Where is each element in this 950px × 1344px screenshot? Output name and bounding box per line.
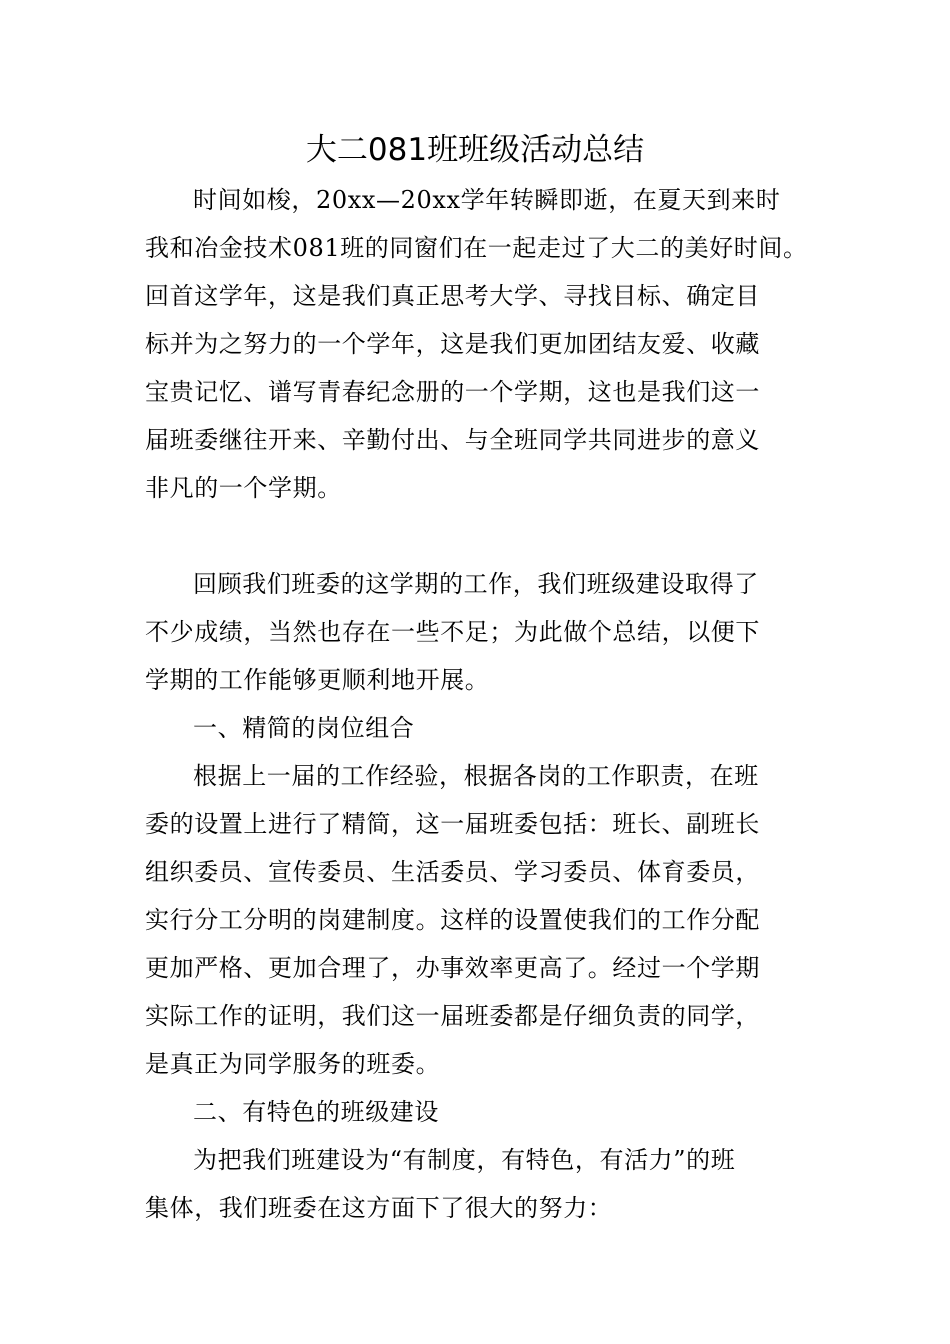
section-heading-1: 一、精简的岗位组合 [193, 714, 415, 742]
paragraph-section-2: 为把我们班建设为“有制度，有特色，有活力”的班 集体，我们班委在这方面下了很大的努力： [145, 1146, 736, 1222]
document-title: 大二081班班级活动总结 [305, 132, 645, 168]
paragraph-gap [145, 512, 817, 560]
paragraph-section-1: 根据上一届的工作经验，根据各岗的工作职责，在班 委的设置上进行了精简，这一届班委包括：班长、副班长 组织委员、宣传委员、生活委员、学习委员、体育委员， 实行分工分明的岗建制度。这样的设置使我们的工作分配 更加严格、更加合理了，办事效率更高了。经过一个学期 实际工作的证明，我们这一届班委都是仔细负责的同学， 是真正为同学服务的班委。 [145, 762, 760, 1078]
document-body [145, 176, 817, 1232]
paragraph-review: 回顾我们班委的这学期的工作，我们班级建设取得了 不少成绩，当然也存在一些不足；为此做个总结，以便下 学期的工作能够更顺利地开展。 [145, 570, 760, 694]
section-heading-2: 二、有特色的班级建设 [193, 1098, 439, 1126]
paragraph-intro: 时间如梭，20xx—20xx学年转瞬即逝，在夏天到来时 我和冶金技术081班的同窗们在一起走过了大二的美好时间。 回首这学年，这是我们真正思考大学、寻找目标、确定目 标并为之努力的一个学年，这是我们更加团结友爱、收藏 宝贵记忆、谱写青春纪念册的一个学期，这也是我们这一 届班委继往开来、辛勤付出、与全班同学共同进步的意义 非凡的一个学期。 [145, 186, 808, 502]
